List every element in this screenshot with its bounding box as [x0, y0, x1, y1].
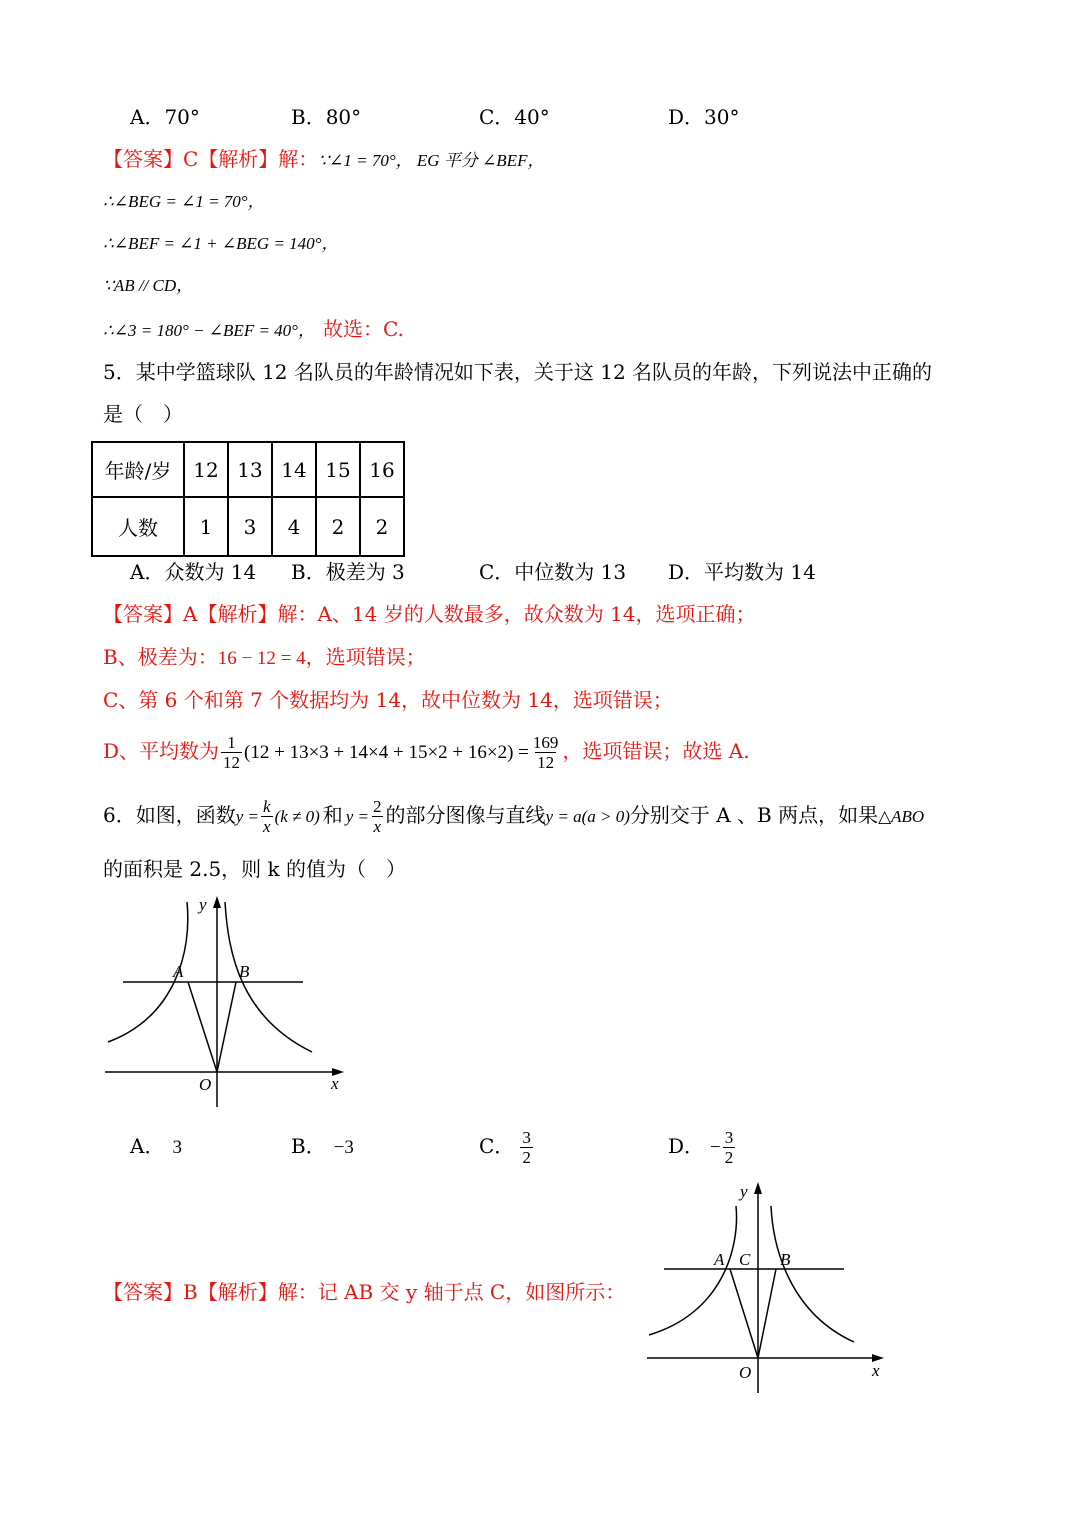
q4-option-c: C．40° [479, 105, 550, 129]
table-cell-age: 16 [360, 442, 404, 497]
q5-age-table [91, 441, 405, 557]
label-a: A [714, 1250, 725, 1269]
curve-right [771, 1206, 854, 1342]
q4-answer-line-1 [103, 145, 544, 175]
q5-answer-line-2 [103, 643, 426, 673]
table-cell-age: 13 [228, 442, 272, 497]
y-axis-arrow [213, 896, 221, 908]
q6-option-c: C． $\frac{3}{2}$ [479, 1128, 531, 1167]
q6-and: 和 [322, 803, 343, 827]
table-cell-count: 2 [360, 497, 404, 556]
q6-stem-pre: 6．如图，函数 [103, 803, 236, 827]
q5-answer-line-1: 【答案】A【解析】解：A、14 岁的人数最多，故众数为 14，选项正确； [103, 602, 756, 626]
q6-stem-line-1 [103, 793, 924, 839]
table-count-label: 人数 [92, 497, 184, 556]
curve-left [649, 1206, 737, 1335]
q4-answer-math-5: ∴∠3 = 180° − ∠BEF = 40°， [103, 321, 315, 340]
label-o: O [199, 1075, 212, 1094]
q6-option-d: D． − $\frac{3}{2}$ [668, 1128, 734, 1167]
fraction-one-twelfth: $\frac{1}{12}$ [223, 733, 241, 772]
label-x: x [331, 1074, 339, 1093]
table-cell-count: 3 [228, 497, 272, 556]
answer-heading: 【答案】C【解析】解： [103, 147, 319, 171]
table-cell-count: 2 [316, 497, 360, 556]
q5-answer-4-pre: D、平均数为 [103, 739, 220, 763]
q4-answer-line-2: ∴∠BEG = ∠1 = 70°， [103, 192, 265, 211]
q6-line-eq: y = a(a > 0) [545, 807, 630, 826]
q4-answer-line-4: ∵AB // CD， [103, 276, 194, 295]
table-cell-age: 12 [184, 442, 228, 497]
label-y: y [740, 1182, 748, 1201]
q4-answer-line-3: ∴∠BEF = ∠1 + ∠BEG = 140°， [103, 234, 339, 253]
q6-stem-post: 分别交于 A 、B 两点，如果 [629, 803, 879, 827]
q6-stem-line-2: 的面积是 2.5，则 k 的值为（ ） [103, 857, 406, 881]
table-header-label: 年龄/岁 [92, 442, 184, 497]
q5-option-a: A．众数为 14 [130, 560, 257, 584]
table-cell-count: 4 [272, 497, 316, 556]
q5-answer-2-pre: B、极差为： [103, 645, 218, 669]
q4-answer-choice: 故选：C. [322, 317, 404, 341]
q5-answer-2-post: ，选项错误； [305, 645, 426, 669]
q6-graph-figure [100, 892, 350, 1112]
table-row-ages [92, 442, 404, 497]
q6-option-a: A． 3 [130, 1134, 182, 1158]
q5-option-b: B．极差为 3 [291, 560, 405, 584]
fraction-k-over-x: $\frac{k}{x}$ [263, 797, 271, 836]
q5-stem-line-2: 是（ ） [103, 402, 183, 426]
table-cell-age: 14 [272, 442, 316, 497]
q5-answer-line-3: C、第 6 个和第 7 个数据均为 14，故中位数为 14，选项错误； [103, 688, 673, 712]
q6-stem-mid: 的部分图像与直线 [385, 803, 546, 827]
q5-stem-line-1: 5．某中学篮球队 12 名队员的年龄情况如下表，关于这 12 名队员的年龄，下列说法中正确的 [103, 360, 933, 384]
q6-y-eq-1: y = [235, 807, 260, 826]
table-cell-age: 15 [316, 442, 360, 497]
q4-answer-line-5 [103, 315, 404, 345]
q5-answer-4-post: ，选项错误；故选 A. [562, 739, 750, 763]
table-cell-count: 1 [184, 497, 228, 556]
label-c: C [739, 1250, 751, 1269]
q5-option-c: C．中位数为 13 [479, 560, 627, 584]
fraction-result: $\frac{169}{12}$ [532, 733, 559, 772]
label-o: O [739, 1363, 752, 1382]
q6-y-eq-2: y = [345, 807, 370, 826]
q6-option-b: B． −3 [291, 1134, 354, 1158]
q6-triangle: △ABO [878, 807, 925, 826]
label-b: B [239, 962, 250, 981]
q5-answer-2-math: 16 − 12 = 4 [217, 648, 306, 669]
q4-answer-math-1: ∵∠1 = 70°， EG 平分 ∠BEF， [318, 151, 545, 170]
q4-option-a: A．70° [130, 105, 200, 129]
q5-answer-line-4 [103, 729, 750, 775]
table-row-counts [92, 497, 404, 556]
q4-option-b: B．80° [291, 105, 362, 129]
fraction-2-over-x: $\frac{2}{x}$ [373, 797, 382, 836]
q6-answer-line: 【答案】B【解析】解：记 AB 交 y 轴于点 C，如图所示： [103, 1280, 626, 1304]
label-b: B [780, 1250, 791, 1269]
triangle-abo [730, 1269, 776, 1358]
q6-answer-graph [642, 1178, 892, 1398]
label-y: y [199, 895, 207, 914]
q5-mean-expression: (12 + 13×3 + 14×4 + 15×2 + 16×2) = [244, 742, 529, 763]
label-x: x [872, 1361, 880, 1380]
q4-option-d: D．30° [668, 105, 740, 129]
y-axis-arrow [754, 1182, 762, 1194]
triangle-abo [188, 982, 236, 1072]
q5-option-d: D．平均数为 14 [668, 560, 816, 584]
q6-condition: (k ≠ 0) [274, 807, 320, 826]
label-a: A [173, 962, 184, 981]
